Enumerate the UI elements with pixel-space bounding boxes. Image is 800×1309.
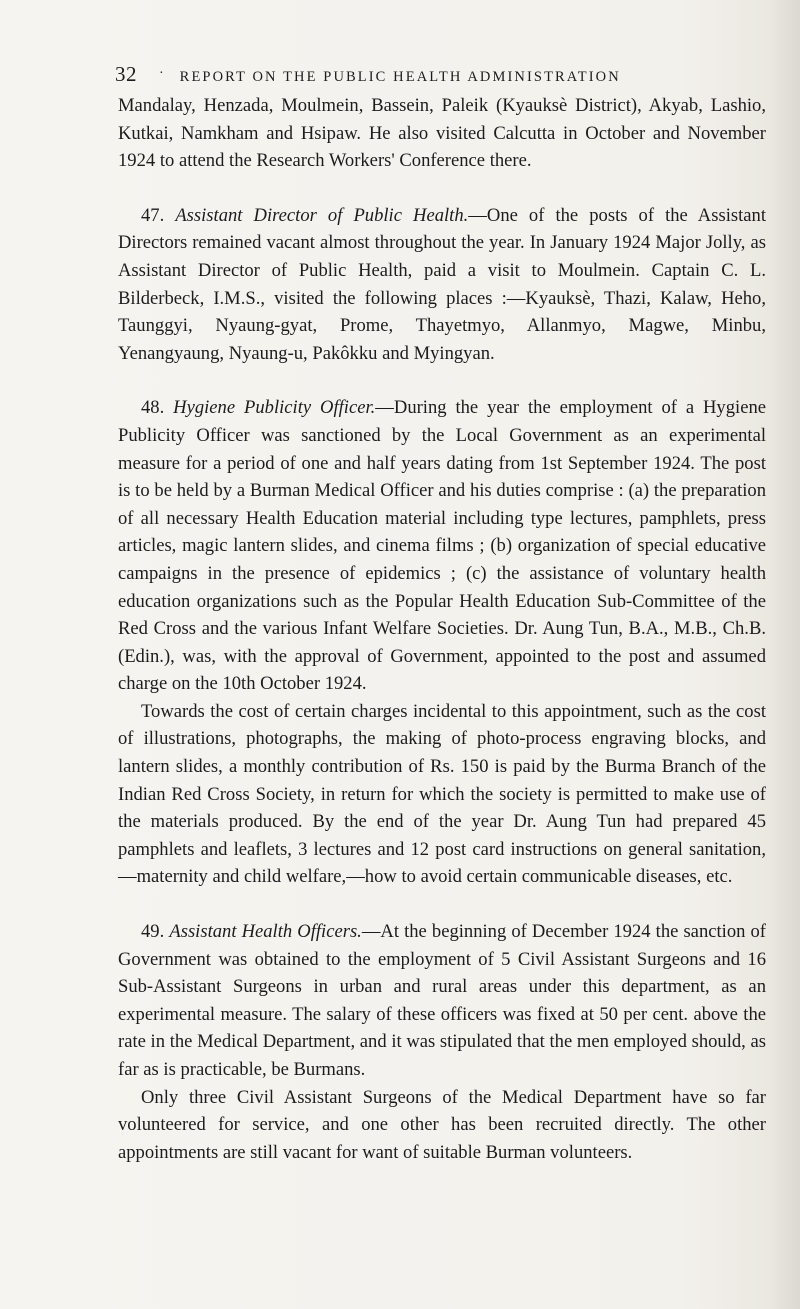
paragraph-title: Assistant Health Officers.	[169, 921, 362, 943]
paragraph-text: —During the year the employment of a Hygiene Publicity Officer was sanctioned by the Local Government as an experimental measure for a period of one and half years dating from 1st September 1924. The post is to be held by a Burman Medical Officer and his duties comprise : (a) the preparation of all necessary Health Education material including type lectures, pamphlets, press articles, magic lantern slides, and cinema films ; (b) organization of special educative campaigns in the presence of epidemics ; (c) the assistance of voluntary health education organizations such as the Popular Health Education Sub-Committee of the Red Cross and the various Infant Welfare Societies. Dr. Aung Tun, B.A., M.B., Ch.B. (Edin.), was, with the approval of Government, appointed to the post and assumed charge on the 10th October 1924.	[118, 397, 766, 695]
paragraph-title: Assistant Director of Public Health.	[175, 204, 469, 226]
paragraph-text: Mandalay, Henzada, Moulmein, Bassein, Paleik (Kyauksè District), Akyab, Lashio, Kutkai, Namkham and Hsipaw. He also visited Calcutta in October and November 1924 to attend the Research Workers' Conference there.	[118, 95, 766, 172]
paragraph-48-continued	[118, 698, 766, 891]
body-text	[118, 92, 766, 1166]
paragraph-text: —At the beginning of December 1924 the sanction of Government was obtained to the employment of 5 Civil Assistant Surgeons and 16 Sub-Assistant Surgeons in urban and rural areas under this department, as an experimental measure. The salary of these officers was fixed at 50 per cent. above the rate in the Medical Department, and it was stipulated that the men employed should, as far as is practicable, be Burmans.	[118, 921, 766, 1080]
paragraph-number: 49.	[141, 921, 165, 943]
header-separator: ·	[159, 66, 164, 81]
paragraph-49	[118, 918, 766, 1084]
paragraph-text: —One of the posts of the Assistant Directors remained vacant almost throughout the year. In January 1924 Major Jolly, as Assistant Director of Public Health, paid a visit to Moulmein. Captain C. L. Bilderbeck, I.M.S., visited the following places :—Kyauksè, Thazi, Kalaw, Heho, Taunggyi, Nyaung-gyat, Prome, Thayetmyo, Allanmyo, Magwe, Minbu, Yenangyaung, Nyaung-u, Pakôkku and Myingyan.	[118, 204, 766, 364]
paragraph-48	[118, 394, 766, 698]
page-header	[115, 62, 765, 88]
paragraph-text: Towards the cost of certain charges incidental to this appointment, such as the cost of illustrations, photographs, the making of photo-process engraving blocks, and lantern slides, a monthly contribution of Rs. 150 is paid by the Burma Branch of the Indian Red Cross Society, in return for which the society is permitted to make use of the materials produced. By the end of the year Dr. Aung Tun had prepared 45 pamphlets and leaflets, 3 lectures and 12 post card instructions on general sanitation,—maternity and child welfare,—how to avoid certain communicable diseases, etc.	[118, 700, 766, 888]
paragraph-text: Only three Civil Assistant Surgeons of the Medical Department have so far volunteered for service, and one other has been recruited directly. The other appointments are still vacant for want of suitable Burman volunteers.	[118, 1086, 766, 1163]
paragraph-number: 48.	[141, 397, 165, 419]
running-title: REPORT ON THE PUBLIC HEALTH ADMINISTRATION	[179, 69, 621, 85]
paragraph-47	[118, 202, 766, 368]
paragraph-49-continued	[118, 1084, 766, 1167]
page-number: 32	[115, 62, 137, 86]
paragraph-continuation	[118, 92, 766, 175]
paragraph-title: Hygiene Publicity Officer.	[173, 397, 376, 419]
paragraph-number: 47.	[141, 204, 165, 226]
